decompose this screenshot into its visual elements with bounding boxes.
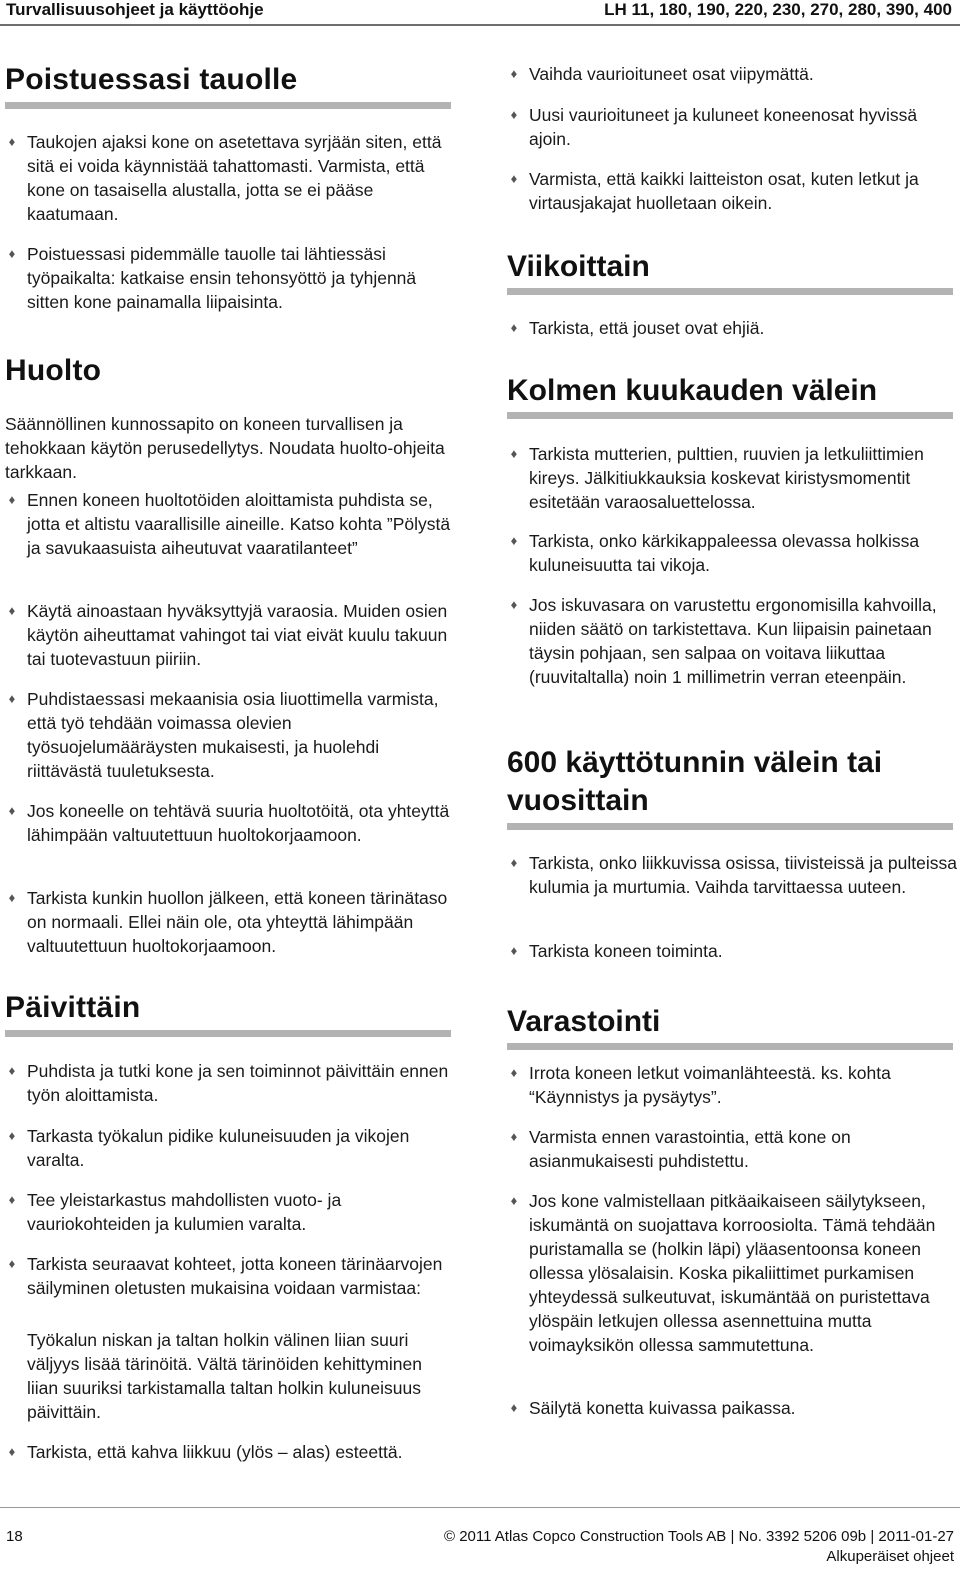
header-divider bbox=[0, 24, 960, 26]
diamond-bullet-icon: ♦ bbox=[510, 320, 518, 335]
diamond-bullet-icon: ♦ bbox=[8, 246, 16, 261]
diamond-bullet-icon: ♦ bbox=[510, 66, 518, 81]
bullet-item bbox=[507, 1189, 957, 1357]
bullet-text: Tarkista, että jouset ovat ehjiä. bbox=[529, 318, 765, 338]
bullet-text: Puhdista ja tutki kone ja sen toiminnot päivittäin ennen työn aloittamista. bbox=[27, 1061, 449, 1105]
bullet-text: Vaihda vaurioituneet osat viipymättä. bbox=[529, 64, 814, 84]
bullet-item bbox=[5, 130, 455, 226]
bullet-text: Jos iskuvasara on varustettu ergonomisilla kahvoilla, niiden säätö on tarkistettava. Kun liipaisin painetaan täysin pohjaan, sen salpaa on voitava liikuttaa (ruuvitaltalla) noin 1 millimetrin verran eteenpäin. bbox=[529, 595, 937, 687]
bullet-item bbox=[507, 103, 957, 151]
diamond-bullet-icon: ♦ bbox=[8, 1444, 16, 1459]
bullet-item bbox=[507, 1061, 957, 1109]
bullet-text: Uusi vaurioituneet ja kuluneet koneenosat hyvissä ajoin. bbox=[529, 105, 918, 149]
bullet-text: Säilytä konetta kuivassa paikassa. bbox=[529, 1398, 796, 1418]
diamond-bullet-icon: ♦ bbox=[8, 1256, 16, 1271]
bullet-item bbox=[5, 599, 455, 671]
diamond-bullet-icon: ♦ bbox=[8, 1128, 16, 1143]
section-title: Huolto bbox=[5, 354, 102, 387]
section-title: 600 käyttötunnin välein tai vuosittain bbox=[507, 746, 883, 817]
bullet-item bbox=[507, 1125, 957, 1173]
bullet-text: Irrota koneen letkut voimanlähteestä. ks. kohta “Käynnistys ja pysäytys”. bbox=[529, 1063, 891, 1107]
bullet-text: Varmista ennen varastointia, että kone on asianmukaisesti puhdistettu. bbox=[529, 1127, 851, 1171]
diamond-bullet-icon: ♦ bbox=[510, 171, 518, 186]
bullet-text: Jos koneelle on tehtävä suuria huoltotöitä, ota yhteyttä lähimpään valtuutettuun huoltokorjaamoon. bbox=[27, 801, 450, 845]
diamond-bullet-icon: ♦ bbox=[8, 492, 16, 507]
section-weekly bbox=[507, 248, 957, 286]
bullet-text: Tarkista koneen toiminta. bbox=[529, 941, 723, 961]
section-quarterly bbox=[507, 372, 957, 410]
bullet-text: Puhdistaessasi mekaanisia osia liuottimella varmista, että työ tehdään voimassa olevien työsuojelumääräysten mukaisesti, ja huolehdi riittävästä tuuletuksesta. bbox=[27, 689, 439, 781]
diamond-bullet-icon: ♦ bbox=[510, 446, 518, 461]
bullet-text: Tarkista, onko kärkikappaleessa olevassa holkissa kuluneisuutta tai vikoja. bbox=[529, 531, 920, 575]
diamond-bullet-icon: ♦ bbox=[8, 603, 16, 618]
diamond-bullet-icon: ♦ bbox=[8, 691, 16, 706]
bullet-text: Varmista, että kaikki laitteiston osat, kuten letkut ja virtausjakajat huolletaan oikein. bbox=[529, 169, 919, 213]
bullet-item bbox=[507, 62, 957, 86]
bullet-item bbox=[507, 851, 957, 899]
section-yearly bbox=[507, 744, 957, 820]
diamond-bullet-icon: ♦ bbox=[8, 1063, 16, 1078]
bullet-item bbox=[507, 1396, 957, 1420]
diamond-bullet-icon: ♦ bbox=[510, 943, 518, 958]
section-title: Poistuessasi tauolle bbox=[5, 63, 298, 96]
bullet-text: Jos kone valmistellaan pitkäaikaiseen säilytykseen, iskumäntä on suojattava korroosiolta. Tämä tehdään puristamalla se (holkin läpi) yläasentoonsa koneen ollessa ylösalaisin. Koska pikaliittimet purkamisen yhteydessä sulkeutuvat, iskumäntää on puristettava ylöspäin letkujen ollessa asennettuina mutta voimayksikön ollessa sammutettuna. bbox=[529, 1191, 936, 1355]
page-number: 18 bbox=[6, 1528, 23, 1545]
bullet-text: Tarkista seuraavat kohteet, jotta koneen tärinäarvojen säilyminen oletusten mukaisina voidaan varmistaa: bbox=[27, 1254, 443, 1298]
bullet-text: Tarkista kunkin huollon jälkeen, että koneen tärinätaso on normaali. Ellei näin ole, ota yhteyttä lähimpään valtuutettuun huoltokorjaamoon. bbox=[27, 888, 448, 956]
diamond-bullet-icon: ♦ bbox=[510, 855, 518, 870]
bullet-item bbox=[5, 799, 455, 847]
section-rule bbox=[5, 1030, 451, 1037]
diamond-bullet-icon: ♦ bbox=[510, 1400, 518, 1415]
diamond-bullet-icon: ♦ bbox=[510, 1129, 518, 1144]
copyright: © 2011 Atlas Copco Construction Tools AB | No. 3392 5206 09b | 2011-01-27 bbox=[443, 1528, 954, 1545]
bullet-item bbox=[507, 529, 957, 577]
diamond-bullet-icon: ♦ bbox=[8, 1192, 16, 1207]
section-rule bbox=[507, 288, 953, 295]
bullet-item bbox=[5, 1059, 455, 1107]
section-title: Viikoittain bbox=[507, 250, 650, 283]
bullet-item bbox=[507, 316, 957, 340]
bullet-item bbox=[5, 687, 455, 783]
diamond-bullet-icon: ♦ bbox=[8, 134, 16, 149]
bullet-item bbox=[5, 1440, 455, 1464]
bullet-text: Tarkista mutterien, pulttien, ruuvien ja letkuliittimien kireys. Jälkitiukkauksia koskevat kiristysmomentit esitetään varaosaluettelossa. bbox=[529, 444, 924, 512]
section-rule bbox=[507, 412, 953, 419]
bullet-item bbox=[5, 1252, 455, 1300]
diamond-bullet-icon: ♦ bbox=[510, 533, 518, 548]
bullet-item bbox=[5, 1124, 455, 1172]
model-list: LH 11, 180, 190, 220, 230, 270, 280, 390, 400 bbox=[604, 0, 952, 19]
original-instructions: Alkuperäiset ohjeet bbox=[826, 1548, 954, 1565]
footer-divider bbox=[0, 1507, 960, 1508]
bullet-item bbox=[507, 939, 957, 963]
diamond-bullet-icon: ♦ bbox=[510, 1193, 518, 1208]
bullet-text: Poistuessasi pidemmälle tauolle tai lähtiessäsi työpaikalta: katkaise ensin tehonsyöttö ja tyhjennä sitten kone painamalla liipaisinta. bbox=[27, 244, 417, 312]
bullet-item bbox=[5, 242, 455, 314]
section-title: Varastointi bbox=[507, 1005, 661, 1038]
daily-note: Työkalun niskan ja taltan holkin välinen liian suuri väljyys lisää tärinöitä. Vältä tärinöiden kehittyminen liian suuriksi tarkistamalla taltan holkin kuluneisuus päivittäin. bbox=[27, 1330, 422, 1422]
bullet-item bbox=[5, 886, 455, 958]
diamond-bullet-icon: ♦ bbox=[510, 1065, 518, 1080]
running-header bbox=[0, 0, 960, 22]
bullet-item bbox=[5, 488, 455, 560]
section-title: Päivittäin bbox=[5, 991, 141, 1024]
section-rule bbox=[507, 1043, 953, 1050]
bullet-text: Tarkasta työkalun pidike kuluneisuuden ja vikojen varalta. bbox=[27, 1126, 410, 1170]
bullet-item bbox=[5, 1188, 455, 1236]
section-rule bbox=[507, 823, 953, 830]
section-service bbox=[5, 353, 455, 389]
section-title: Kolmen kuukauden välein bbox=[507, 374, 878, 407]
section-storage bbox=[507, 1003, 957, 1041]
bullet-text: Tee yleistarkastus mahdollisten vuoto- ja vauriokohteiden ja kulumien varalta. bbox=[27, 1190, 342, 1234]
bullet-text: Ennen koneen huoltotöiden aloittamista puhdista se, jotta et altistu vaarallisille aineille. Katso kohta ”Pölystä ja savukaasuista aiheutuvat vaaratilanteet” bbox=[27, 490, 451, 558]
bullet-text: Tarkista, onko liikkuvissa osissa, tiivisteissä ja pulteissa kulumia ja murtumia. Vaihda tarvittaessa uuteen. bbox=[529, 853, 957, 897]
bullet-item bbox=[507, 593, 957, 689]
bullet-text: Tarkista, että kahva liikkuu (ylös – alas) esteettä. bbox=[27, 1442, 403, 1462]
service-intro: Säännöllinen kunnossapito on koneen turvallisen ja tehokkaan käytön perusedellytys. Noudata huolto-ohjeita tarkkaan. bbox=[5, 414, 445, 482]
section-break bbox=[5, 62, 455, 98]
section-rule bbox=[5, 102, 451, 109]
bullet-item bbox=[507, 442, 957, 514]
document-title: Turvallisuusohjeet ja käyttöohje bbox=[6, 0, 264, 19]
diamond-bullet-icon: ♦ bbox=[8, 890, 16, 905]
bullet-item bbox=[507, 167, 957, 215]
diamond-bullet-icon: ♦ bbox=[510, 107, 518, 122]
diamond-bullet-icon: ♦ bbox=[8, 803, 16, 818]
diamond-bullet-icon: ♦ bbox=[510, 597, 518, 612]
section-daily bbox=[5, 990, 455, 1026]
bullet-text: Taukojen ajaksi kone on asetettava syrjään siten, että sitä ei voida käynnistää tahattomasti. Varmista, että kone on tasaisella alustalla, jotta se ei pääse kaatumaan. bbox=[27, 132, 442, 224]
bullet-text: Käytä ainoastaan hyväksyttyjä varaosia. Muiden osien käytön aiheuttamat vahingot tai viat eivät kuulu takuun tai tuotevastuun piiriin. bbox=[27, 601, 448, 669]
